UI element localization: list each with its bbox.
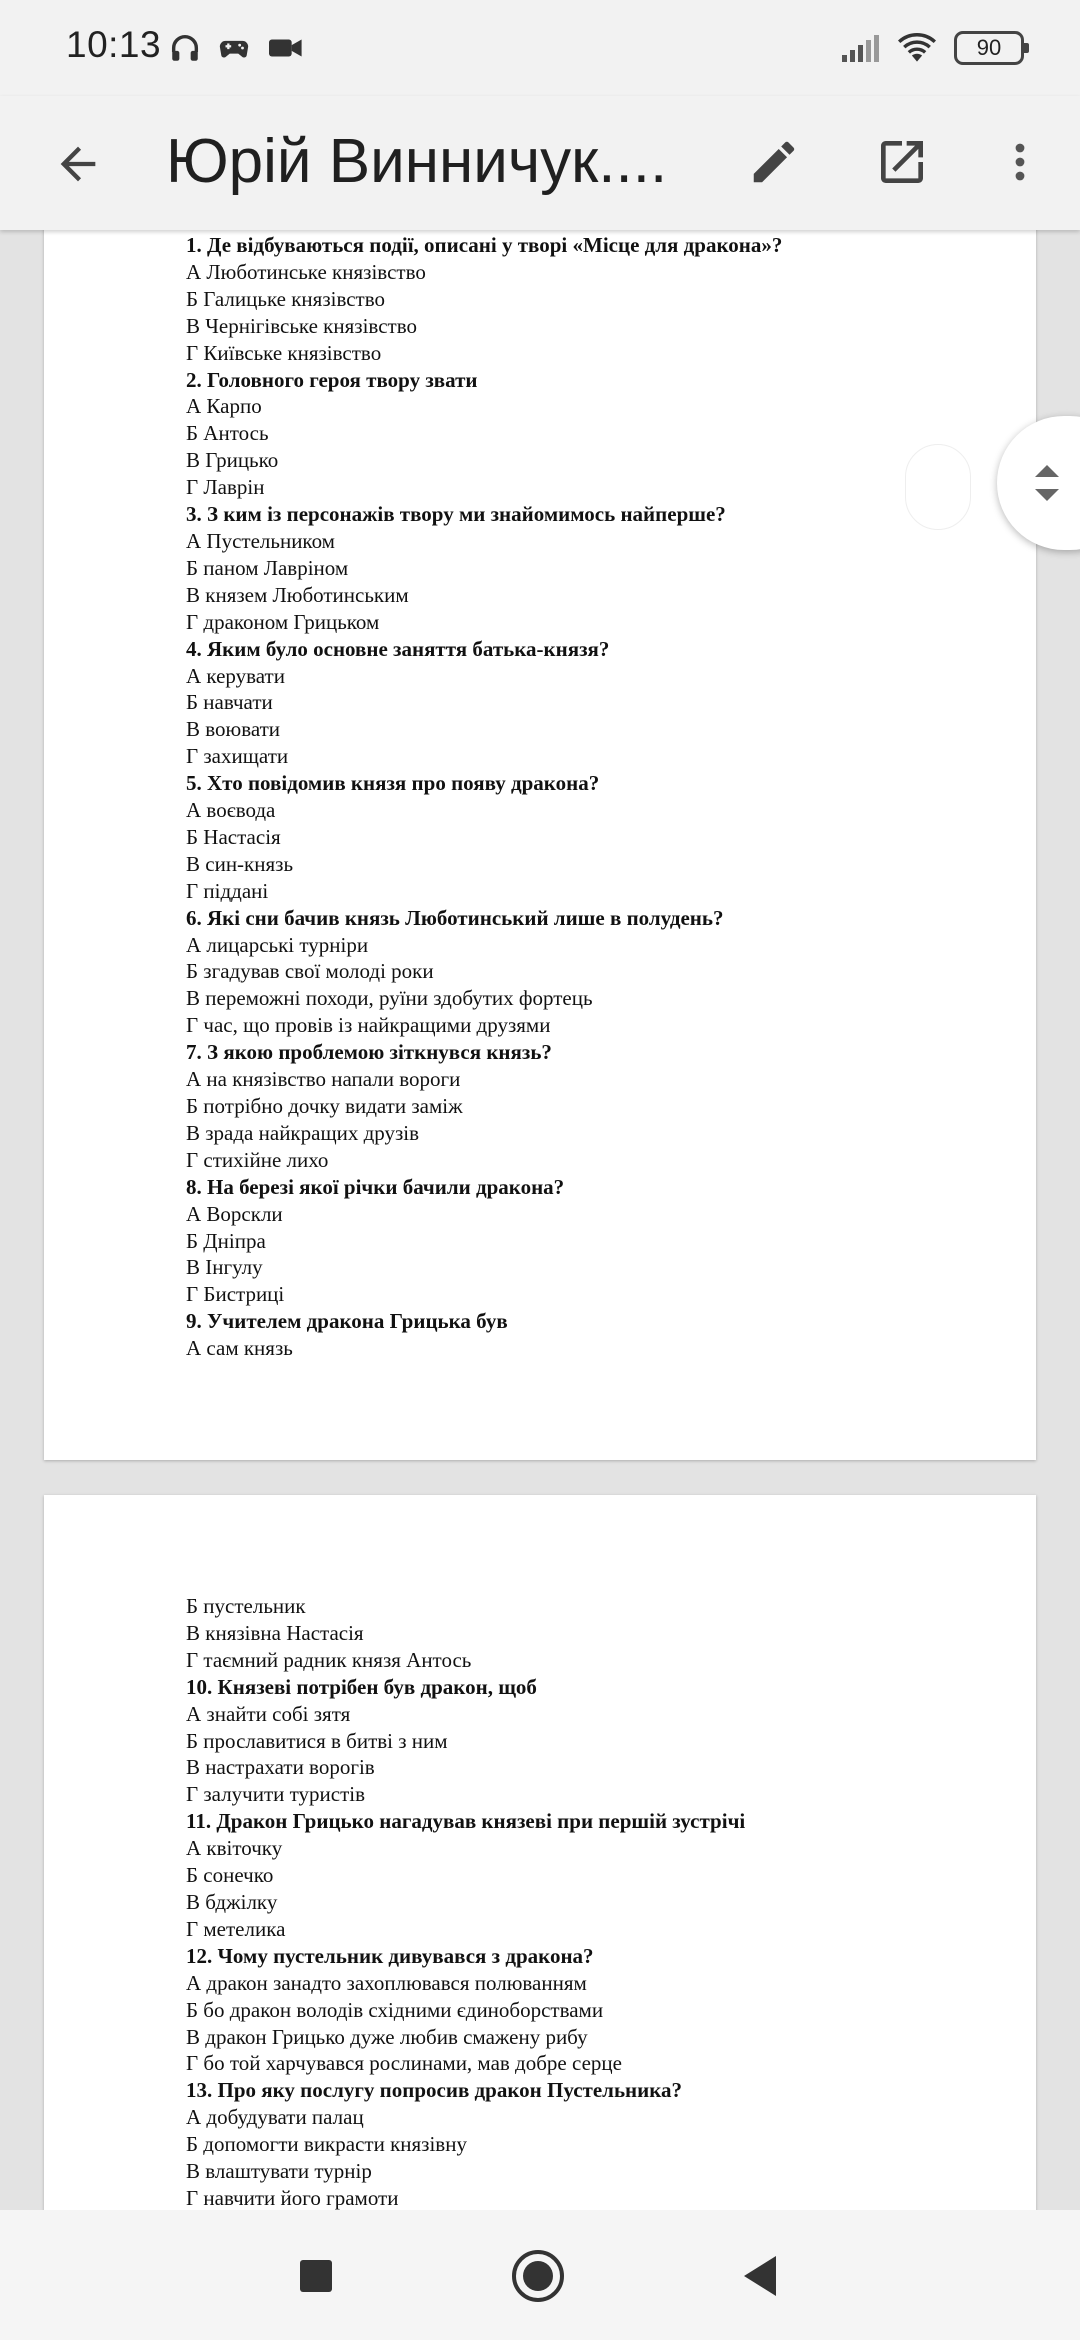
answer-option: В бджілку: [186, 1889, 278, 1914]
answer-option: Г навчити його грамоти: [186, 2185, 399, 2210]
back-button[interactable]: [40, 126, 116, 202]
answer-option: А добудувати палац: [186, 2105, 364, 2130]
answer-option: А керувати: [186, 663, 285, 688]
game-controller-icon: [216, 31, 252, 65]
document-viewport[interactable]: [0, 230, 1080, 2210]
more-vert-icon: [996, 134, 1044, 190]
question-text: 1. Де відбуваються події, описані у творі «Місце для дракона»?: [186, 233, 783, 257]
battery-level: 90: [976, 35, 1002, 60]
back-nav-button[interactable]: [730, 2246, 790, 2306]
answer-option: А Пустельником: [186, 528, 335, 553]
answer-option: Б Антось: [186, 421, 269, 446]
recents-button[interactable]: [286, 2246, 346, 2306]
answer-option: Г захищати: [186, 744, 289, 769]
page-2-text: [186, 1593, 745, 2210]
answer-option: Б згадував свої молоді роки: [186, 959, 434, 984]
answer-option: Г час, що провів із найкращими друзями: [186, 1013, 551, 1038]
answer-option: Г Бистриці: [186, 1282, 285, 1307]
answer-option: В Чернігівське князівство: [186, 313, 417, 338]
answer-option: Б паном Лавріном: [186, 555, 349, 580]
question-text: 11. Дракон Грицько нагадував князеві при першій зустрічі: [186, 1809, 746, 1834]
answer-option: Г залучити туристів: [186, 1782, 366, 1807]
answer-option: Б потрібно дочку видати заміж: [186, 1094, 463, 1118]
answer-option: Г метелика: [186, 1916, 286, 1941]
answer-option: Г Лаврін: [186, 475, 265, 500]
answer-option: В дракон Грицько дуже любив смажену рибу: [186, 2024, 588, 2049]
question-text: 6. Які сни бачив князь Люботинський лише в полудень?: [186, 905, 724, 930]
question-text: 5. Хто повідомив князя про появу дракона?: [186, 771, 600, 796]
answer-option: Г бо той харчувався рослинами, мав добре серце: [186, 2051, 622, 2076]
app-bar: [0, 96, 1080, 230]
home-button[interactable]: [508, 2246, 568, 2306]
question-text: 12. Чому пустельник дивувався з дракона?: [186, 1943, 594, 1968]
pencil-icon: [747, 135, 801, 189]
page-1-text: [186, 232, 782, 1362]
answer-option: А сам князь: [186, 1336, 293, 1361]
battery-icon: [954, 31, 1024, 65]
answer-option: Б прославитися в битві з ним: [186, 1728, 448, 1753]
open-in-new-button[interactable]: [864, 124, 940, 200]
answer-option: В князем Люботинським: [186, 582, 409, 607]
question-text: 4. Яким було основне заняття батька-князя?: [186, 636, 610, 661]
answer-option: А Люботинське князівство: [186, 259, 426, 284]
home-circle-icon: [510, 2248, 566, 2304]
answer-option: В зрада найкращих друзів: [186, 1120, 420, 1145]
question-text: 3. З ким із персонажів твору ми знайомимось найперше?: [186, 502, 726, 527]
question-text: 9. Учителем дракона Грицька був: [186, 1309, 508, 1334]
open-in-new-icon: [874, 134, 930, 190]
recents-square-icon: [298, 2258, 334, 2294]
answer-option: Б сонечко: [186, 1863, 274, 1888]
question-text: 2. Головного героя твору звати: [186, 367, 478, 392]
system-nav-bar: [0, 2210, 1080, 2340]
answer-option: В настрахати ворогів: [186, 1755, 375, 1780]
document-page-1: [44, 230, 1036, 1460]
scroll-ghost-indicator: [905, 444, 971, 530]
scroll-up-down-icon: [1027, 453, 1067, 513]
answer-option: А дракон занадто захоплювався полюванням: [186, 1970, 587, 1995]
answer-option: Г драконом Грицьком: [186, 609, 380, 634]
answer-option: Б допомогти викрасти князівну: [186, 2132, 467, 2157]
headphones-icon: [168, 31, 202, 65]
answer-option: В влаштувати турнір: [186, 2159, 372, 2184]
status-notification-icons: [168, 28, 306, 68]
question-text: 10. Князеві потрібен був дракон, щоб: [186, 1674, 537, 1699]
answer-option: А на князівство напали вороги: [186, 1067, 461, 1092]
answer-option: В Інгулу: [186, 1255, 263, 1280]
status-bar: [0, 0, 1080, 96]
answer-option: Б навчати: [186, 690, 273, 715]
answer-option: А воєвода: [186, 798, 276, 823]
signal-icon: [840, 33, 880, 63]
answer-option: В воювати: [186, 717, 281, 742]
answer-option: Г Київське князівство: [186, 340, 382, 365]
status-time: 10:13: [66, 24, 162, 65]
question-text: 7. З якою проблемою зіткнувся князь?: [186, 1040, 552, 1065]
back-triangle-icon: [740, 2254, 780, 2298]
answer-option: В переможні походи, руїни здобутих фортець: [186, 986, 593, 1011]
more-options-button[interactable]: [982, 124, 1058, 200]
video-camera-icon: [266, 31, 306, 65]
answer-option: А Ворскли: [186, 1201, 283, 1226]
answer-option: В Грицько: [186, 448, 279, 473]
status-system-icons: [840, 28, 1024, 68]
answer-option: А квіточку: [186, 1836, 283, 1861]
wifi-icon: [896, 31, 938, 65]
answer-option: Б бо дракон володів східними єдиноборствами: [186, 1997, 604, 2022]
answer-option: Б пустельник: [186, 1594, 306, 1618]
document-title: Юрій Винничук....: [166, 127, 668, 196]
answer-option: В син-князь: [186, 851, 294, 876]
answer-option: Б Настасія: [186, 824, 281, 849]
answer-option: Г таємний радник князя Антось: [186, 1647, 472, 1672]
answer-option: А лицарські турніри: [186, 932, 369, 957]
answer-option: Г стихійне лихо: [186, 1147, 329, 1172]
question-text: 13. Про яку послугу попросив дракон Пустельника?: [186, 2078, 683, 2103]
answer-option: А Карпо: [186, 394, 262, 419]
answer-option: Б Галицьке князівство: [186, 286, 386, 311]
edit-button[interactable]: [736, 124, 812, 200]
answer-option: В князівна Настасія: [186, 1620, 364, 1645]
answer-option: Г піддані: [186, 878, 269, 903]
answer-option: А знайти собі зятя: [186, 1701, 351, 1726]
document-page-2: [44, 1495, 1036, 2210]
answer-option: Б Дніпра: [186, 1228, 266, 1253]
back-arrow-icon: [52, 138, 104, 190]
question-text: 8. На березі якої річки бачили дракона?: [186, 1174, 565, 1199]
